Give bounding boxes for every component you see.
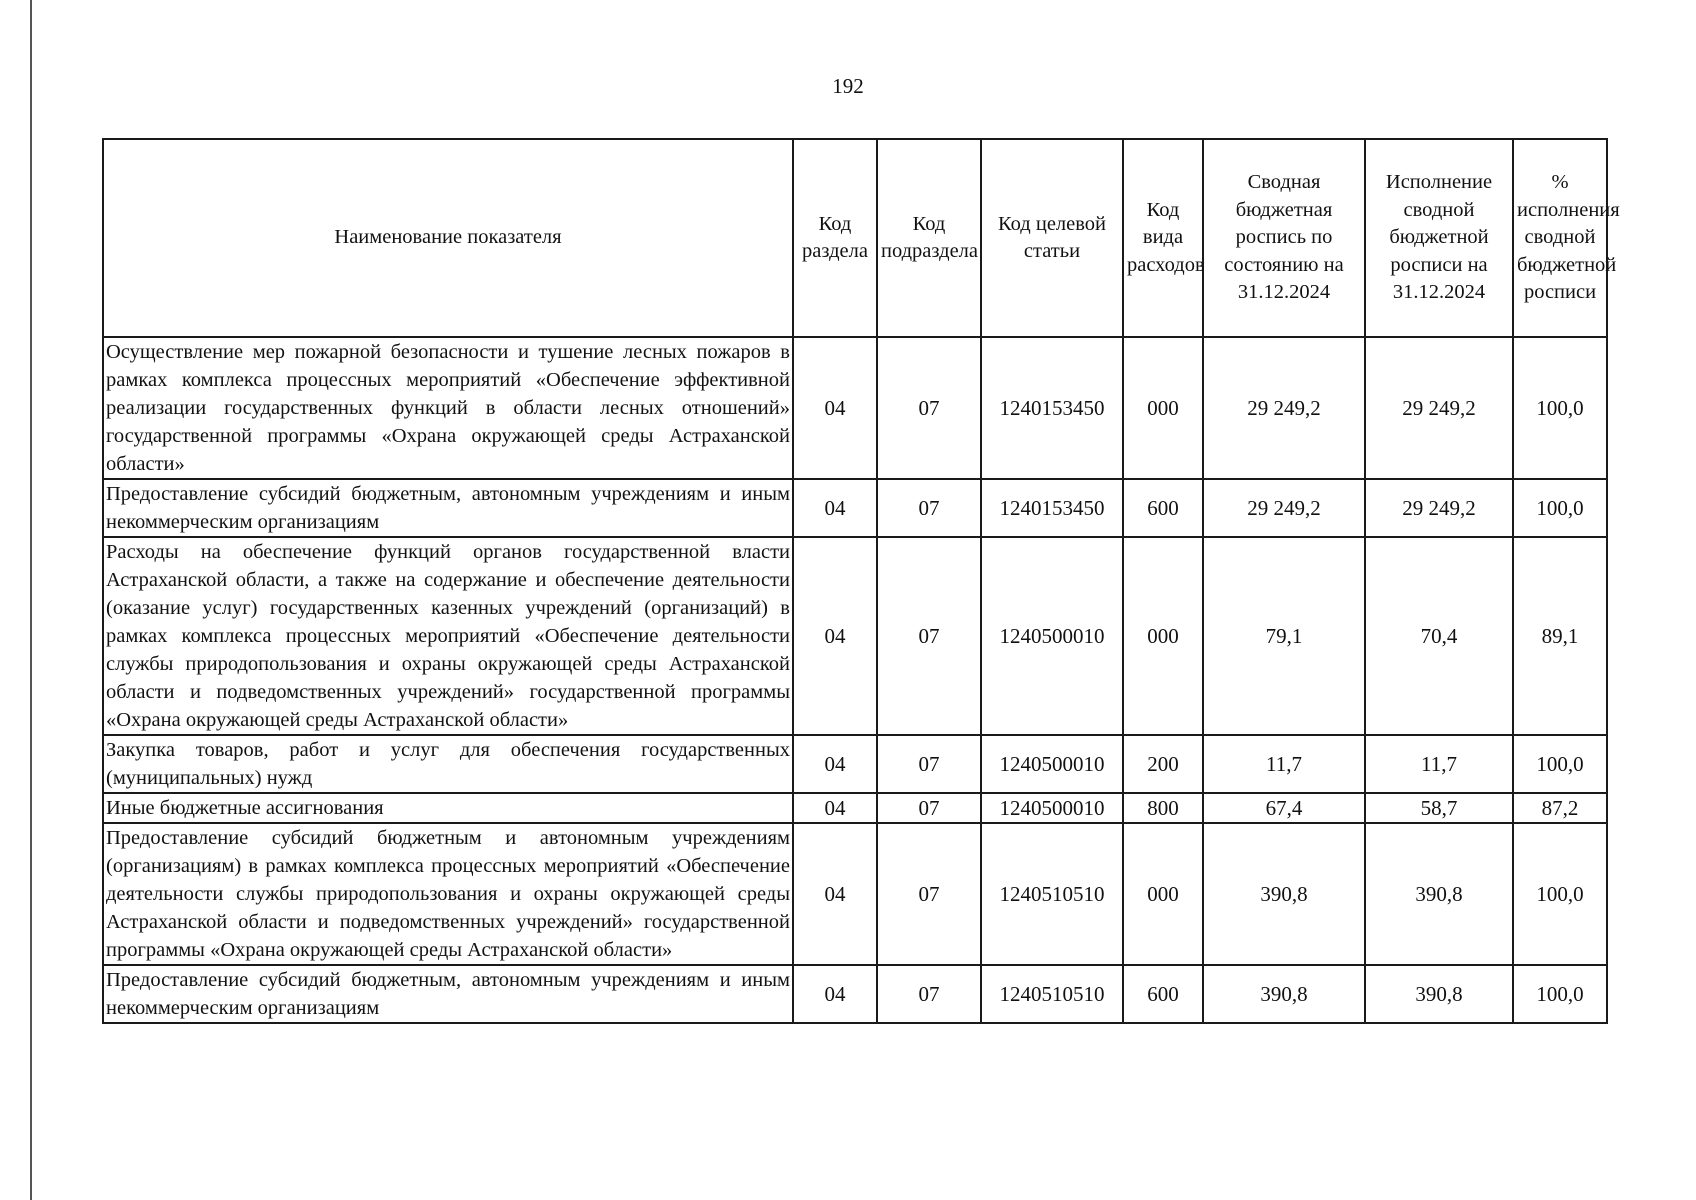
budget-execution-cell: 70,4 (1365, 537, 1513, 735)
row-name-cell: Расходы на обеспечение функций органов государственной власти Астраханской области, а также на содержание и обеспечение деятельности (оказание услуг) государственных казенных учреждений (организаций) в рамках комплекса процессных мероприятий «Обеспечение деятельности службы природопользования и охраны окружающей среды Астраханской области и подведомственных учреждений» государственной программы «Охрана окружающей среды Астраханской области» (103, 537, 793, 735)
budget-execution-cell: 29 249,2 (1365, 337, 1513, 479)
subsection-code-cell: 07 (877, 735, 981, 793)
target-code-cell: 1240510510 (981, 965, 1123, 1023)
expense-type-code-cell: 200 (1123, 735, 1203, 793)
row-name-cell: Осуществление мер пожарной безопасности и тушение лесных пожаров в рамках комплекса процессных мероприятий «Обеспечение эффективной реализации государственных функций в области лесных отношений» государственной программы «Охрана окружающей среды Астраханской области» (103, 337, 793, 479)
row-name-cell: Предоставление субсидий бюджетным, автономным учреждениям и иным некоммерческим организациям (103, 479, 793, 537)
budget-plan-cell: 67,4 (1203, 793, 1365, 823)
execution-percent-cell: 87,2 (1513, 793, 1607, 823)
page-number: 192 (832, 74, 864, 98)
section-code-cell: 04 (793, 735, 877, 793)
row-name-cell: Закупка товаров, работ и услуг для обеспечения государственных (муниципальных) нужд (103, 735, 793, 793)
budget-plan-cell: 29 249,2 (1203, 479, 1365, 537)
header-budget-execution: Исполнение сводной бюджетной росписи на 31.12.2024 (1365, 139, 1513, 337)
table-body (103, 337, 1607, 1023)
row-name-cell: Предоставление субсидий бюджетным и автономным учреждениям (организациям) в рамках комплекса процессных мероприятий «Обеспечение деятельности службы природопользования и охраны окружающей среды Астраханской области и подведомственных учреждений» государственной программы «Охрана окружающей среды Астраханской области» (103, 823, 793, 965)
target-code-cell: 1240510510 (981, 823, 1123, 965)
target-code-cell: 1240153450 (981, 479, 1123, 537)
section-code-cell: 04 (793, 479, 877, 537)
subsection-code-cell: 07 (877, 823, 981, 965)
header-section-code: Код раздела (793, 139, 877, 337)
budget-plan-cell: 390,8 (1203, 823, 1365, 965)
subsection-code-cell: 07 (877, 793, 981, 823)
section-code-cell: 04 (793, 537, 877, 735)
budget-plan-cell: 29 249,2 (1203, 337, 1365, 479)
header-execution-percent: % исполнения сводной бюджетной росписи (1513, 139, 1607, 337)
execution-percent-cell: 100,0 (1513, 735, 1607, 793)
target-code-cell: 1240500010 (981, 537, 1123, 735)
header-expense-type-code: Код вида расходов (1123, 139, 1203, 337)
subsection-code-cell: 07 (877, 479, 981, 537)
budget-execution-cell: 29 249,2 (1365, 479, 1513, 537)
section-code-cell: 04 (793, 793, 877, 823)
budget-plan-cell: 11,7 (1203, 735, 1365, 793)
execution-percent-cell: 100,0 (1513, 823, 1607, 965)
table-row (103, 537, 1607, 735)
table-header-row (103, 139, 1607, 337)
table-row (103, 479, 1607, 537)
section-code-cell: 04 (793, 823, 877, 965)
expense-type-code-cell: 000 (1123, 337, 1203, 479)
expense-type-code-cell: 600 (1123, 479, 1203, 537)
budget-execution-cell: 11,7 (1365, 735, 1513, 793)
row-name-cell: Предоставление субсидий бюджетным, автономным учреждениям и иным некоммерческим организациям (103, 965, 793, 1023)
expense-type-code-cell: 000 (1123, 823, 1203, 965)
budget-execution-cell: 390,8 (1365, 965, 1513, 1023)
target-code-cell: 1240500010 (981, 735, 1123, 793)
budget-plan-cell: 390,8 (1203, 965, 1365, 1023)
table-row (103, 793, 1607, 823)
section-code-cell: 04 (793, 965, 877, 1023)
section-code-cell: 04 (793, 337, 877, 479)
header-budget-plan: Сводная бюджетная роспись по состоянию на 31.12.2024 (1203, 139, 1365, 337)
budget-execution-table (102, 138, 1620, 1024)
execution-percent-cell: 100,0 (1513, 965, 1607, 1023)
expense-type-code-cell: 800 (1123, 793, 1203, 823)
row-name-cell: Иные бюджетные ассигнования (103, 793, 793, 823)
subsection-code-cell: 07 (877, 965, 981, 1023)
subsection-code-cell: 07 (877, 537, 981, 735)
execution-percent-cell: 100,0 (1513, 479, 1607, 537)
scan-edge-line (30, 0, 32, 1200)
budget-execution-cell: 390,8 (1365, 823, 1513, 965)
subsection-code-cell: 07 (877, 337, 981, 479)
target-code-cell: 1240500010 (981, 793, 1123, 823)
execution-percent-cell: 100,0 (1513, 337, 1607, 479)
target-code-cell: 1240153450 (981, 337, 1123, 479)
header-name: Наименование показателя (103, 139, 793, 337)
header-target-code: Код целевой статьи (981, 139, 1123, 337)
table-row (103, 965, 1607, 1023)
expense-type-code-cell: 600 (1123, 965, 1203, 1023)
expense-type-code-cell: 000 (1123, 537, 1203, 735)
execution-percent-cell: 89,1 (1513, 537, 1607, 735)
table-row (103, 735, 1607, 793)
table-row (103, 823, 1607, 965)
header-subsection-code: Код подраздела (877, 139, 981, 337)
budget-execution-cell: 58,7 (1365, 793, 1513, 823)
table-row (103, 337, 1607, 479)
budget-plan-cell: 79,1 (1203, 537, 1365, 735)
